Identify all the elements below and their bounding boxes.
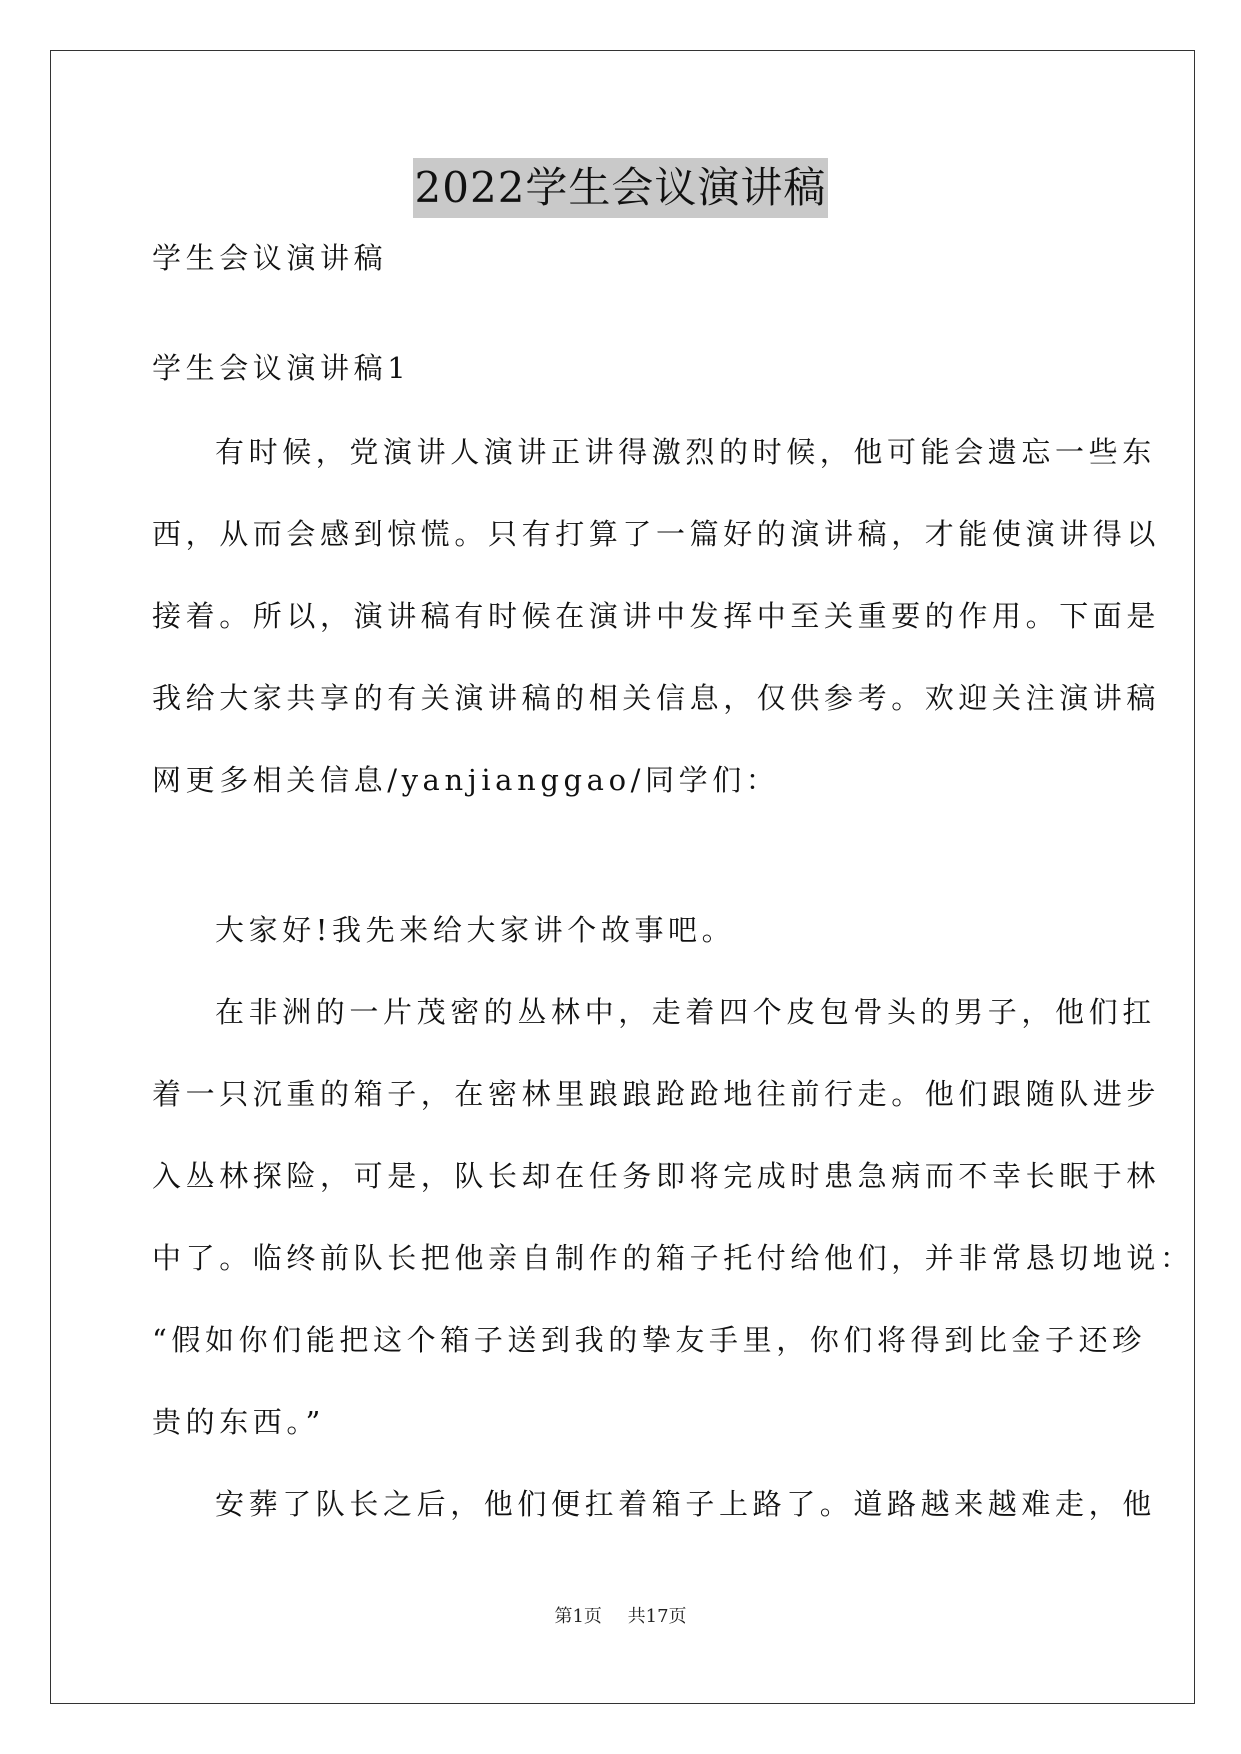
paragraph1-line: 西，从而会感到惊慌。只有打算了一篇好的演讲稿，才能使演讲得以 <box>152 517 1161 551</box>
document-title: 2022学生会议演讲稿 <box>413 158 829 218</box>
paragraph1-line: 网更多相关信息/yanjianggao/同学们： <box>152 763 780 797</box>
paragraph3-line: 着一只沉重的箱子，在密林里踉踉跄跄地往前行走。他们跟随队进步 <box>152 1077 1161 1111</box>
paragraph3-line: 贵的东西。” <box>152 1405 325 1439</box>
page-number-current: 第1页 <box>554 1606 602 1627</box>
paragraph2-line: 大家好!我先来给大家讲个故事吧。 <box>215 913 736 947</box>
title-container <box>0 158 1241 218</box>
document-subtitle: 学生会议演讲稿 <box>152 241 388 275</box>
page-footer <box>0 1605 1241 1629</box>
paragraph1-line: 我给大家共享的有关演讲稿的相关信息，仅供参考。欢迎关注演讲稿 <box>152 681 1161 715</box>
section-heading: 学生会议演讲稿1 <box>152 351 411 385</box>
paragraph1-line: 接着。所以，演讲稿有时候在演讲中发挥中至关重要的作用。下面是 <box>152 599 1161 633</box>
paragraph3-line: “假如你们能把这个箱子送到我的挚友手里，你们将得到比金子还珍 <box>152 1323 1146 1357</box>
page-border <box>50 50 1195 1704</box>
paragraph4-line: 安葬了队长之后，他们便扛着箱子上路了。道路越来越难走，他 <box>215 1487 1156 1521</box>
paragraph3-line: 入丛林探险，可是，队长却在任务即将完成时患急病而不幸长眠于林 <box>152 1159 1161 1193</box>
paragraph3-line: 中了。临终前队长把他亲自制作的箱子托付给他们，并非常恳切地说： <box>152 1241 1194 1275</box>
page-number-total: 共17页 <box>627 1606 687 1627</box>
paragraph3-line: 在非洲的一片茂密的丛林中，走着四个皮包骨头的男子，他们扛 <box>215 995 1156 1029</box>
paragraph1-line: 有时候，党演讲人演讲正讲得激烈的时候，他可能会遗忘一些东 <box>215 435 1156 469</box>
